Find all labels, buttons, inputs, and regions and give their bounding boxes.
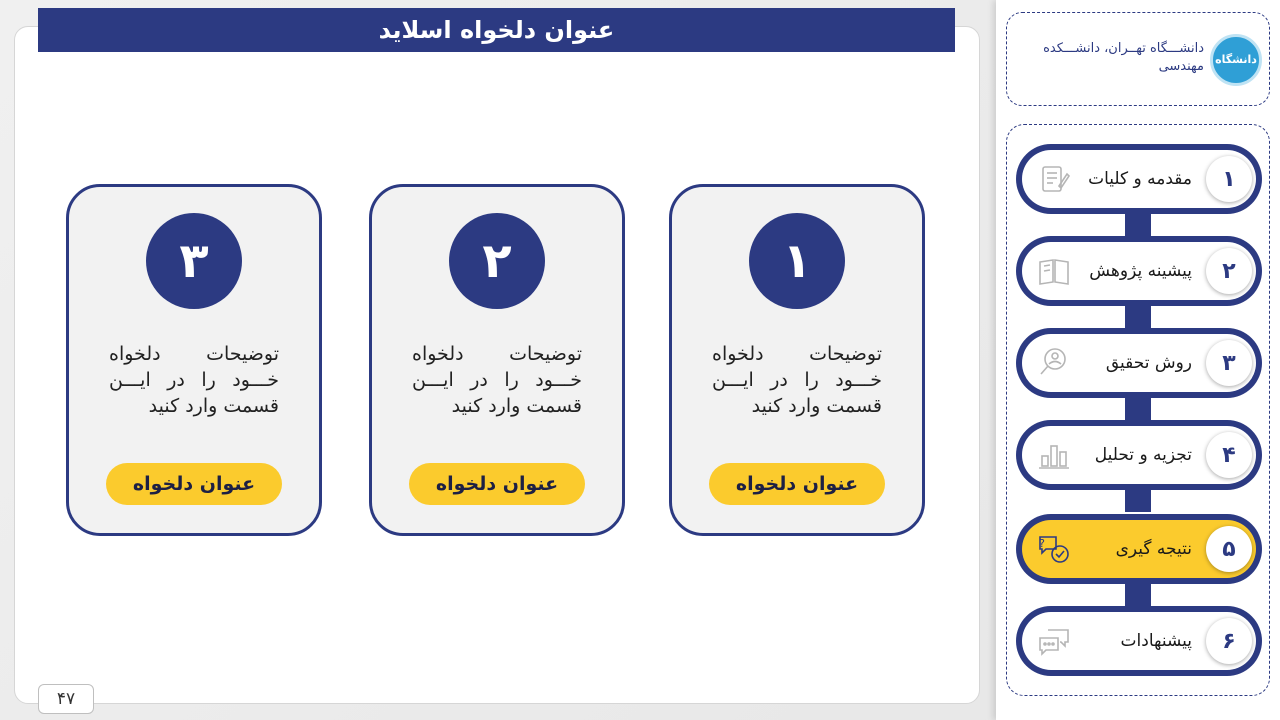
card-title-button[interactable]: عنوان دلخواه bbox=[709, 463, 885, 505]
menu-item-label: مقدمه و کلیات bbox=[1088, 169, 1192, 189]
sidebar-item-analysis[interactable] bbox=[1016, 420, 1262, 490]
question-check-icon bbox=[1036, 531, 1072, 567]
logo-text: دانشگاه bbox=[1215, 53, 1257, 66]
menu-item-number: ۲ bbox=[1206, 248, 1252, 294]
menu-item-number: ۶ bbox=[1206, 618, 1252, 664]
page-number: ۴۷ bbox=[38, 684, 94, 714]
menu-item-number: ۵ bbox=[1206, 526, 1252, 572]
card-number-circle: ۳ bbox=[146, 213, 242, 309]
sidebar-item-suggestions[interactable] bbox=[1016, 606, 1262, 676]
menu-item-label: روش تحقیق bbox=[1105, 353, 1192, 373]
menu-item-label: پیشنهادات bbox=[1120, 631, 1192, 651]
university-name: دانشـــگاه تهــران، دانشـــکده مهندسی bbox=[1043, 41, 1204, 74]
menu-item-number: ۱ bbox=[1206, 156, 1252, 202]
sidebar-item-conclusion[interactable] bbox=[1016, 514, 1262, 584]
sidebar-item-introduction[interactable] bbox=[1016, 144, 1262, 214]
card-3 bbox=[66, 184, 322, 536]
book-icon bbox=[1036, 253, 1072, 289]
menu-item-number: ۴ bbox=[1206, 432, 1252, 478]
bar-chart-icon bbox=[1036, 437, 1072, 473]
menu-item-label: نتیجه گیری bbox=[1115, 539, 1192, 559]
svg-text:?: ? bbox=[1039, 537, 1045, 550]
card-number-circle: ۱ bbox=[749, 213, 845, 309]
card-2 bbox=[369, 184, 625, 536]
slide-title-bar bbox=[38, 8, 955, 52]
card-description: توضیحات دلخواه خـــود را در ایـــن قسمت وارد کنید bbox=[109, 343, 279, 417]
search-user-icon bbox=[1036, 345, 1072, 381]
sidebar-item-literature-review[interactable] bbox=[1016, 236, 1262, 306]
university-logo-icon bbox=[1210, 34, 1262, 86]
document-edit-icon bbox=[1036, 161, 1072, 197]
card-number-circle: ۲ bbox=[449, 213, 545, 309]
menu-item-number: ۳ bbox=[1206, 340, 1252, 386]
card-description: توضیحات دلخواه خـــود را در ایـــن قسمت وارد کنید bbox=[412, 343, 582, 417]
card-description: توضیحات دلخواه خـــود را در ایـــن قسمت وارد کنید bbox=[712, 343, 882, 417]
slide-title: عنوان دلخواه اسلاید bbox=[378, 16, 615, 44]
card-title-button[interactable]: عنوان دلخواه bbox=[106, 463, 282, 505]
chat-bubbles-icon bbox=[1036, 623, 1072, 659]
menu-item-label: پیشینه پژوهش bbox=[1089, 261, 1192, 281]
menu-item-label: تجزیه و تحلیل bbox=[1094, 445, 1192, 465]
card-title-button[interactable]: عنوان دلخواه bbox=[409, 463, 585, 505]
card-1 bbox=[669, 184, 925, 536]
sidebar-item-methodology[interactable] bbox=[1016, 328, 1262, 398]
